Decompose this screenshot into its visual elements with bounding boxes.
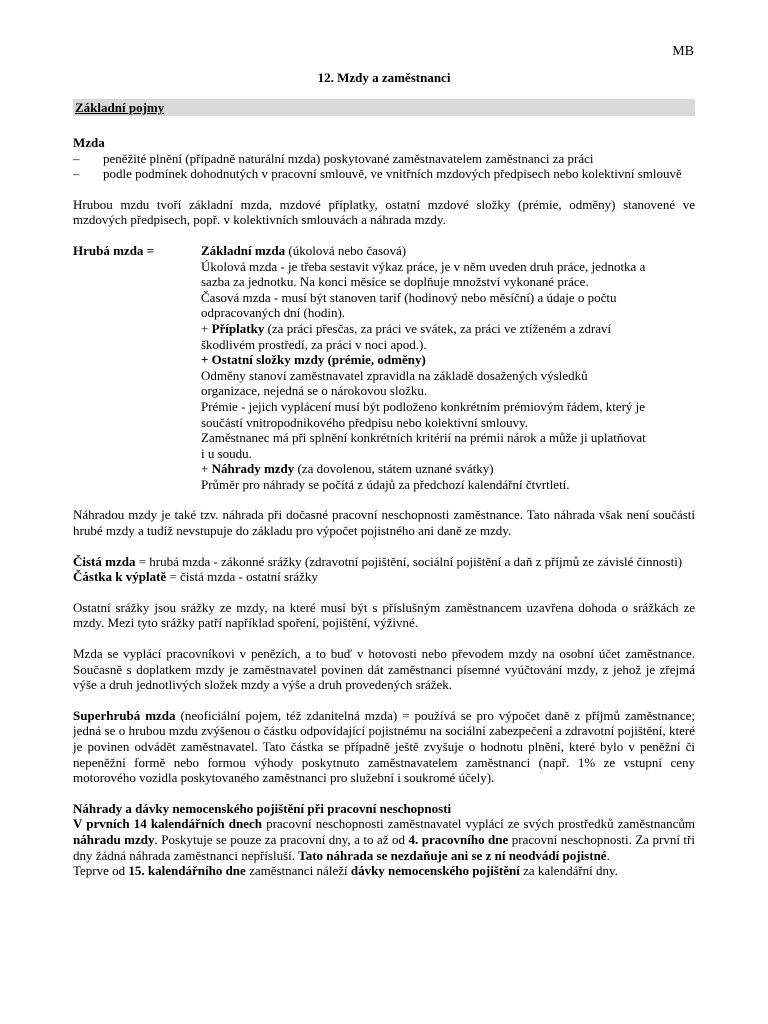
plus-sign: + bbox=[201, 461, 212, 477]
superhruba-term: Superhrubá mzda bbox=[73, 707, 176, 723]
castka-formula: = čistá mzda - ostatní srážky bbox=[166, 569, 318, 585]
text-run: Teprve od bbox=[73, 863, 129, 879]
text-run: za kalendářní dny. bbox=[519, 863, 618, 879]
teprve-paragraph bbox=[73, 863, 695, 879]
text-run: pracovní neschopnosti zaměstnavatel vyplácí ze svých prostředků zaměstnancům bbox=[261, 816, 695, 832]
odmeny-text: Odměny stanoví zaměstnavatel zpravidla na základě dosažených výsledků organizace, nejedná se o nárokovou složku. bbox=[201, 367, 588, 399]
cista-mzda-term: Čistá mzda bbox=[73, 553, 136, 569]
nahrada-paragraph: Náhradou mzdy je také tzv. náhrada při dočasné pracovní neschopnosti zaměstnance. Tato náhrada však není součástí hrubé mzdy a tudíž nevstupuje do základu pro výpočet pojistného ani daně ze mzdy. bbox=[73, 507, 695, 539]
hruba-mzda-definition bbox=[73, 243, 695, 493]
mzda-bullet-text: peněžité plnění (případně naturální mzda) poskytované zaměstnavatelem zaměstnanci za práci bbox=[103, 150, 594, 166]
nahrady-mzdy-line bbox=[201, 461, 646, 477]
emphasis: 15. kalendářního dne bbox=[128, 863, 246, 879]
castka-k-vyplate-definition bbox=[73, 569, 695, 585]
zakladni-mzda-note: (úkolová nebo časová) bbox=[285, 242, 407, 258]
casova-mzda-text: Časová mzda - musí být stanoven tarif (hodinový nebo měsíční) a údaje o počtu odpracovaných dní (hodin). bbox=[201, 289, 617, 321]
nahrady-nemoc-heading: Náhrady a dávky nemocenského pojištění při pracovní neschopnosti bbox=[73, 800, 452, 816]
emphasis: náhradu mzdy bbox=[73, 831, 155, 847]
castka-term: Částka k výplatě bbox=[73, 569, 167, 585]
emphasis: dávky nemocenského pojištění bbox=[350, 863, 520, 879]
priplatky-term: Příplatky bbox=[211, 320, 265, 336]
superhruba-paragraph bbox=[73, 708, 695, 786]
dash-marker: – bbox=[73, 150, 80, 166]
mzda-bullet bbox=[73, 151, 695, 167]
text-run: pracovní neschopnosti. Za první tři dny žádná náhrada zaměstnanci nepřísluší. bbox=[73, 831, 695, 863]
ostatni-slozky-line: + Ostatní složky mzdy (prémie, odměny) bbox=[201, 352, 426, 368]
hruba-mzda-label: Hrubá mzda = bbox=[73, 242, 155, 258]
hruba-intro-paragraph: Hrubou mzdu tvoří základní mzda, mzdové příplatky, ostatní mzdové složky (prémie, odměny) stanovené ve mzdových předpisech, popř. v kolektivních smlouvách a náhrada mzdy. bbox=[73, 196, 695, 228]
zakladni-mzda-line bbox=[201, 243, 646, 259]
author-initials: MB bbox=[672, 44, 694, 59]
nahrady-note: (za dovolenou, státem uznané svátky) bbox=[294, 461, 494, 477]
mzda-heading: Mzda bbox=[73, 135, 105, 150]
emphasis: Tato náhrada se nezdaňuje ani se z ní neodvádí pojistné bbox=[298, 847, 607, 863]
priplatky-line bbox=[201, 321, 646, 352]
mzda-bullet-text: podle podmínek dohodnutých v pracovní smlouvě, ve vnitřních mzdových předpisech nebo kolektivní smlouvě bbox=[103, 166, 682, 182]
mzda-bullet bbox=[73, 166, 695, 182]
prumer-text: Průměr pro náhrady se počítá z údajů za předchozí kalendářní čtvrtletí. bbox=[201, 476, 570, 492]
hruba-mzda-components bbox=[201, 243, 646, 493]
zakladni-mzda-term: Základní mzda bbox=[201, 242, 286, 258]
plus-sign: + bbox=[201, 320, 212, 336]
document-body bbox=[73, 99, 695, 879]
zamestnanec-text: Zaměstnanec má při splnění konkrétních kritérií na prémii nárok a může ji uplatňovat i u soudu. bbox=[201, 430, 646, 461]
priplatky-note: (za práci přesčas, za práci ve svátek, za práci ve ztíženém a zdraví škodlivém prostředí, za práci v noci apod.). bbox=[201, 320, 612, 352]
ostatni-srazky-paragraph: Ostatní srážky jsou srážky ze mzdy, na které musí být s příslušným zaměstnancem uzavřena dohoda o srážkách ze mzdy. Mezi tyto srážky patří například spoření, pojištění, výživné. bbox=[73, 599, 695, 631]
section-heading: Základní pojmy bbox=[73, 99, 695, 116]
cista-mzda-definition bbox=[73, 554, 695, 570]
text-run: . bbox=[606, 847, 610, 863]
vyplaceni-paragraph: Mzda se vyplácí pracovníkovi v penězích, a to buď v hotovosti nebo převodem mzdy na osobní účet zaměstnance. Současně s doplatkem mzdy je zaměstnavatel povinen dát zaměstnanci písemné vyúčtování mzdy, z jehož je zřejmá výše a druh jednotlivých složek mzdy a výše a druh provedených srážek. bbox=[73, 646, 695, 693]
text-run: . Poskytuje se pouze za pracovní dny, a to až od bbox=[154, 831, 409, 847]
cista-mzda-formula: = hrubá mzda - zákonné srážky (zdravotní pojištění, sociální pojištění a daň z příjmů ze závislé činnosti) bbox=[135, 553, 683, 569]
superhruba-text: (neoficiální pojem, též zdanitelná mzda) = používá se pro výpočet daně z příjmů zaměstnance; jedná se o hrubou mzdu zvýšenou o částku odpovídající pojistnému na sociální zabezpečení a zdravotní pojištění, které je povinen odvádět zaměstnavatel. Tato částka se případně ještě zvyšuje o hodnotu plnění, které bylo v peněžní či nepeněžní formě nebo formou výhody poskytnuto zaměstnavatelem zaměstnanci (např. 1% ze vstupní ceny motorového vozidla poskytovaného zaměstnanci pro služební i soukromé účely). bbox=[73, 707, 695, 786]
text-run: zaměstnanci náleží bbox=[245, 863, 351, 879]
nahrady-term: Náhrady mzdy bbox=[211, 461, 295, 477]
ukolova-mzda-text: Úkolová mzda - je třeba sestavit výkaz práce, je v něm uveden druh práce, jednotka a sazba za jednotku. Na konci měsíce se doplňuje množství vykonané práce. bbox=[201, 258, 646, 290]
emphasis: V prvních 14 kalendářních dnech bbox=[73, 816, 262, 832]
page-title: 12. Mzdy a zaměstnanci bbox=[317, 70, 451, 85]
nahrady-nemoc-paragraph bbox=[73, 816, 695, 863]
premie-text: Prémie - jejich vyplácení musí být podloženo konkrétním prémiovým řádem, který je součástí vnitropodnikového předpisu nebo kolektivní smlouvy. bbox=[201, 398, 646, 430]
emphasis: 4. pracovního dne bbox=[408, 831, 509, 847]
dash-marker: – bbox=[73, 166, 80, 182]
